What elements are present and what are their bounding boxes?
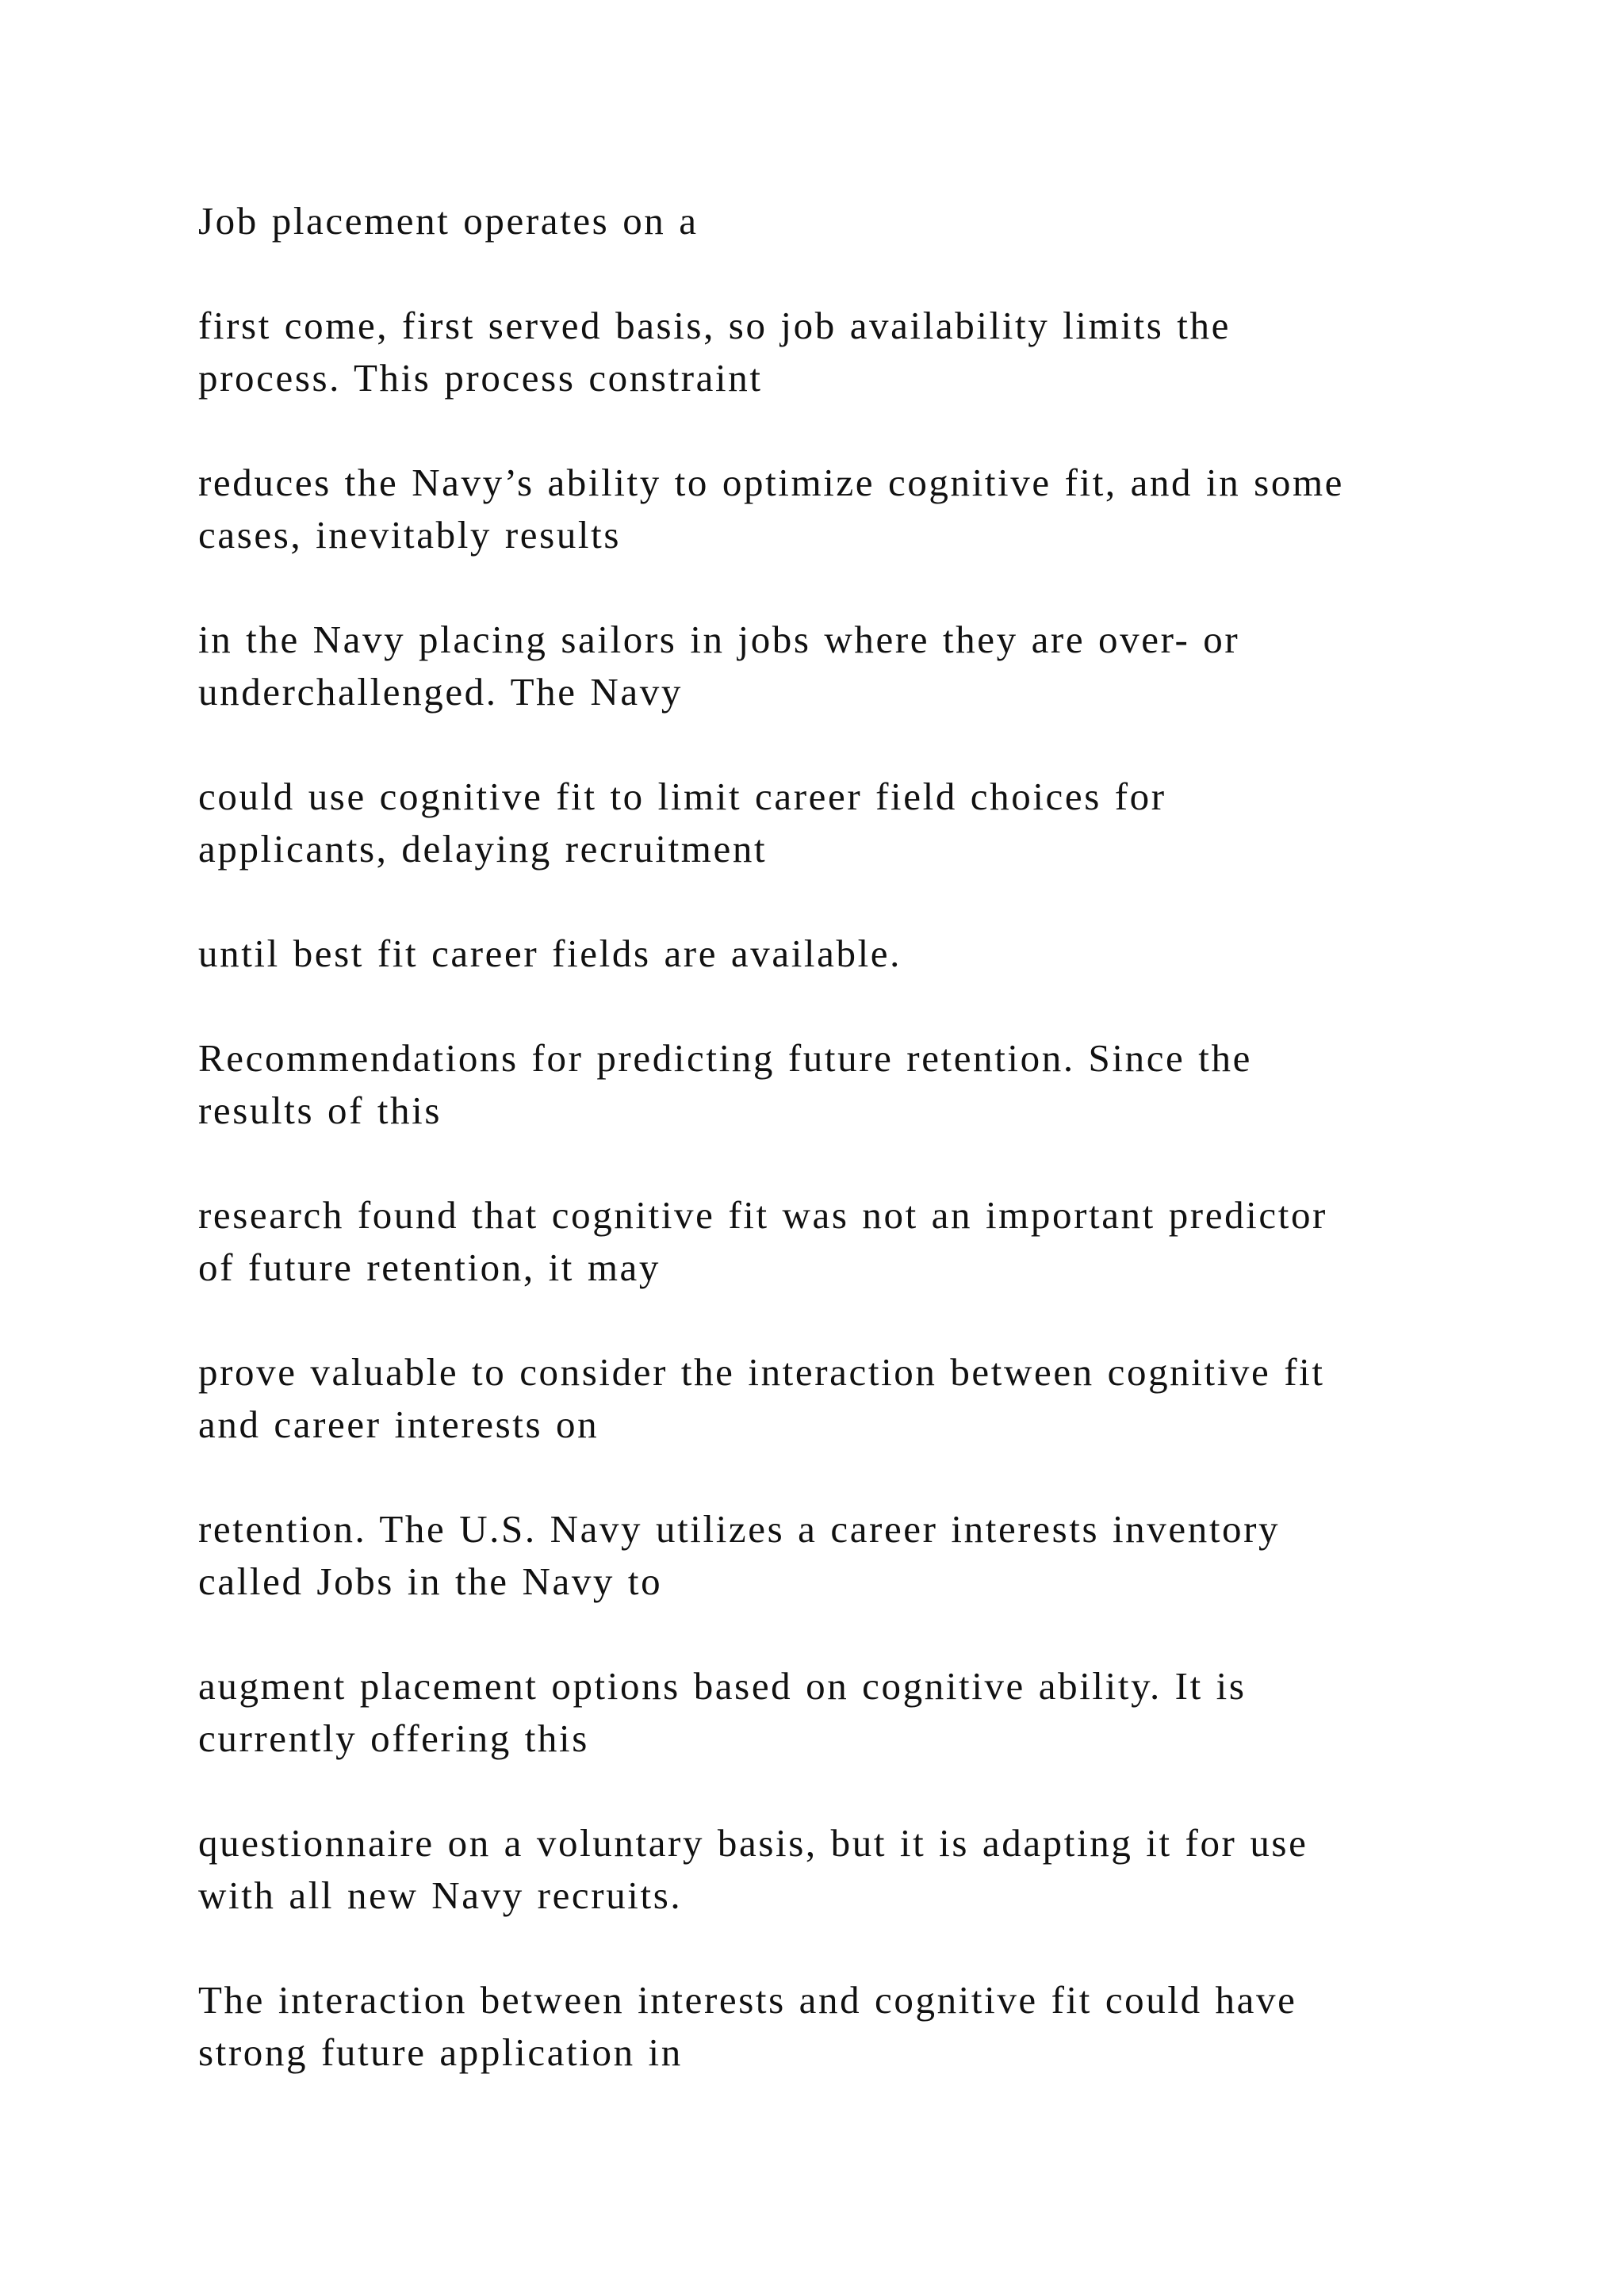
paragraph: research found that cognitive fit was not an important predictor of future retention, it may: [198, 1193, 1327, 1289]
paragraph: Job placement operates on a: [198, 199, 699, 243]
paragraph: in the Navy placing sailors in jobs where they are over- or underchallenged. The Navy: [198, 618, 1240, 714]
paragraph: first come, first served basis, so job availability limits the process. This process constraint: [198, 304, 1231, 400]
paragraph: The interaction between interests and cognitive fit could have strong future application in: [198, 1978, 1297, 2074]
paragraph: prove valuable to consider the interaction between cognitive fit and career interests on: [198, 1350, 1325, 1446]
paragraph: questionnaire on a voluntary basis, but it is adapting it for use with all new Navy recruits.: [198, 1821, 1308, 1917]
paragraph: could use cognitive fit to limit career field choices for applicants, delaying recruitment: [198, 775, 1166, 871]
document-body: [198, 195, 1451, 2079]
paragraph: Recommendations for predicting future retention. Since the results of this: [198, 1036, 1252, 1132]
paragraph: reduces the Navy’s ability to optimize cognitive fit, and in some cases, inevitably results: [198, 461, 1345, 557]
paragraph: augment placement options based on cognitive ability. It is currently offering this: [198, 1664, 1247, 1760]
paragraph: until best fit career fields are available.: [198, 932, 902, 975]
paragraph: retention. The U.S. Navy utilizes a career interests inventory called Jobs in the Navy to: [198, 1507, 1281, 1603]
